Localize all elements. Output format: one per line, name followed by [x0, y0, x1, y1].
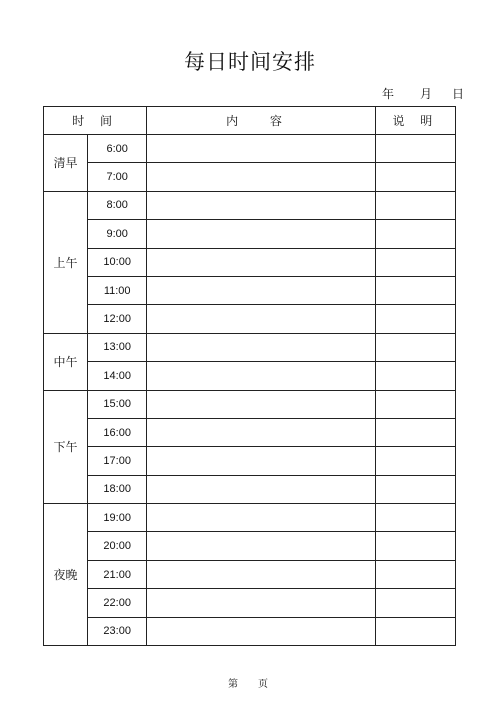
day-label: 日 [452, 87, 465, 101]
content-cell[interactable] [147, 475, 376, 503]
time-slot: 12:00 [88, 305, 147, 333]
note-cell[interactable] [375, 504, 455, 532]
note-cell[interactable] [375, 135, 455, 163]
note-cell[interactable] [375, 305, 455, 333]
time-slot: 8:00 [88, 191, 147, 219]
content-cell[interactable] [147, 276, 376, 304]
schedule-row [44, 532, 456, 560]
note-cell[interactable] [375, 390, 455, 418]
schedule-row [44, 191, 456, 219]
time-slot: 21:00 [88, 560, 147, 588]
year-label: 年 [382, 87, 395, 101]
schedule-row [44, 220, 456, 248]
content-cell[interactable] [147, 362, 376, 390]
page-footer [228, 675, 268, 690]
note-cell[interactable] [375, 475, 455, 503]
content-cell[interactable] [147, 305, 376, 333]
content-cell[interactable] [147, 560, 376, 588]
content-cell[interactable] [147, 333, 376, 361]
schedule-row [44, 135, 456, 163]
schedule-row [44, 362, 456, 390]
time-slot: 20:00 [88, 532, 147, 560]
time-slot: 15:00 [88, 390, 147, 418]
schedule-table [43, 106, 456, 646]
time-slot: 17:00 [88, 447, 147, 475]
schedule-row [44, 504, 456, 532]
period-label: 夜晚 [44, 504, 88, 646]
content-cell[interactable] [147, 135, 376, 163]
note-cell[interactable] [375, 617, 455, 645]
content-cell[interactable] [147, 532, 376, 560]
date-line [382, 85, 464, 102]
time-slot: 19:00 [88, 504, 147, 532]
period-label: 上午 [44, 191, 88, 333]
content-cell[interactable] [147, 390, 376, 418]
time-slot: 6:00 [88, 135, 147, 163]
time-slot: 13:00 [88, 333, 147, 361]
content-cell[interactable] [147, 504, 376, 532]
note-cell[interactable] [375, 248, 455, 276]
month-label: 月 [420, 87, 433, 101]
schedule-row [44, 617, 456, 645]
note-cell[interactable] [375, 418, 455, 446]
schedule-row [44, 390, 456, 418]
content-cell[interactable] [147, 589, 376, 617]
time-slot: 23:00 [88, 617, 147, 645]
schedule-row [44, 163, 456, 191]
note-cell[interactable] [375, 589, 455, 617]
content-cell[interactable] [147, 220, 376, 248]
note-cell[interactable] [375, 191, 455, 219]
note-cell[interactable] [375, 333, 455, 361]
schedule-row [44, 447, 456, 475]
time-slot: 14:00 [88, 362, 147, 390]
content-cell[interactable] [147, 248, 376, 276]
time-slot: 18:00 [88, 475, 147, 503]
page-title: 每日时间安排 [184, 50, 316, 74]
note-cell[interactable] [375, 447, 455, 475]
time-header: 时 间 [44, 107, 147, 135]
time-slot: 7:00 [88, 163, 147, 191]
schedule-row [44, 248, 456, 276]
content-cell[interactable] [147, 617, 376, 645]
schedule-row [44, 589, 456, 617]
content-cell[interactable] [147, 447, 376, 475]
content-cell[interactable] [147, 191, 376, 219]
note-cell[interactable] [375, 163, 455, 191]
note-cell[interactable] [375, 276, 455, 304]
note-cell[interactable] [375, 362, 455, 390]
note-cell[interactable] [375, 220, 455, 248]
period-label: 清早 [44, 135, 88, 192]
schedule-row [44, 305, 456, 333]
content-cell[interactable] [147, 163, 376, 191]
time-slot: 11:00 [88, 276, 147, 304]
note-cell[interactable] [375, 532, 455, 560]
period-label: 下午 [44, 390, 88, 504]
schedule-row [44, 475, 456, 503]
schedule-body [44, 135, 456, 646]
period-label: 中午 [44, 333, 88, 390]
time-slot: 9:00 [88, 220, 147, 248]
schedule-row [44, 276, 456, 304]
time-slot: 10:00 [88, 248, 147, 276]
content-header: 内 容 [147, 107, 376, 135]
page-suffix: 页 [258, 679, 268, 690]
content-cell[interactable] [147, 418, 376, 446]
schedule-row [44, 333, 456, 361]
schedule-row [44, 560, 456, 588]
time-slot: 22:00 [88, 589, 147, 617]
note-header: 说 明 [375, 107, 455, 135]
header-row [44, 107, 456, 135]
time-slot: 16:00 [88, 418, 147, 446]
note-cell[interactable] [375, 560, 455, 588]
page-prefix: 第 [228, 679, 238, 690]
schedule-row [44, 418, 456, 446]
